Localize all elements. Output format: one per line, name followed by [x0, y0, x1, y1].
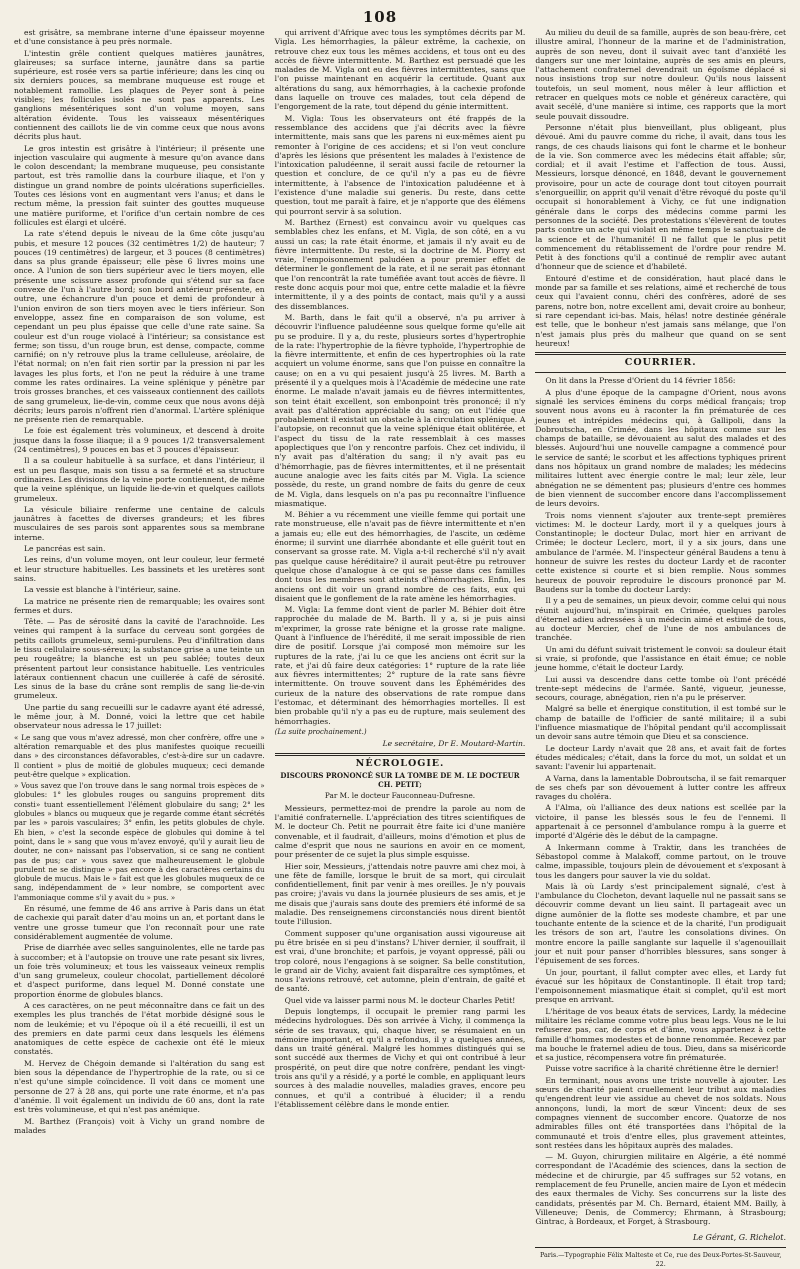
paragraph: Comment supposer qu'une organisation aussi vigoureuse ait pu être brisée en si peu d'instans? L'hiver dernier, il souffrait, il est vrai, d'une bronchite; et parfois, je voyant oppressé, pâli ou trop coloré, nous l'engagions à se soigner. Sa belle constitution, le grand air de Vichy, avaient fait disparaître ces symptômes, et nous l'avions retrouvé, cet automne, plein d'entrain, de gaîté et de santé.	[274, 928, 526, 994]
paragraph: qui arrivent d'Afrique avec tous les symptômes décrits par M. Vigla. Les hémorrhagies, la pâleur extrême, la cachexie, on retrouve chez eux tous les mêmes accidens, et tous ont eu des accès de fièvre intermittente. M. Barthez est persuadé que les malades de M. Vigla ont eu des fièvres intermittentes, sans que l'on puisse maintenant en acquérir la certitude. Quant aux altérations du sang, aux hémorrhagies, à la cachexie profonde dans laquelle on trouve ces malades, tout cela dépend de l'engorgement de la rate, tout dépend du génie intermittent.	[274, 28, 526, 112]
manager-signature: Le Gérant, G. Richelot.	[692, 1232, 787, 1242]
paragraph: Le gros intestin est grisâtre à l'intérieur; il présente une injection vasculaire qui augmente à mesure qu'on avance dans le colon descendant; la membrane muqueuse, peu consistante partout, est très ramollie dans la courbure iliaque, et l'on y distingue un grand nombre de points ulcérations superficielles. Toutes ces lésions vont en augmentant vers l'anus; et dans le rectum même, la pression fait suinter des gouttes muqueuse une matière puriforme, et l'orifice d'un certain nombre de ces follicules est élargi et ulcéré.	[14, 143, 265, 227]
paragraph: On lit dans la Presse d'Orient du 14 février 1856:	[545, 376, 736, 386]
paragraph: Le pancréas est sain.	[24, 544, 106, 554]
society-proceedings	[275, 28, 526, 726]
paragraph: Un ami du défunt suivait tristement le convoi: sa douleur était si vraie, si profonde, que l'assistance en était émue; ce noble jeune homme, c'était le docteur Lardy.	[535, 644, 787, 673]
section-divider	[275, 753, 526, 756]
paragraph: Un jour, pourtant, il fallut compter avec elles, et Lardy fut évacué sur les hôpitaux de Constantinople. Il était trop tard; l'empoisonnement miasmatique était si complet, qu'il est mort presque en arrivant.	[535, 967, 787, 1005]
paragraph: Il y a peu de semaines, un pieux devoir, comme celui qui nous réunit aujourd'hui, m'inspirait en Crimée, quelques paroles d'éternel adieu adressées à un médecin aimé et estimé de tous, au docteur Mercier, chef de l'une de nos ambulances de tranchée.	[535, 596, 787, 643]
paragraph: est grisâtre, sa membrane interne d'une épaisseur moyenne et d'une consistance à peu près normale.	[14, 28, 265, 47]
paragraph: Prise de diarrhée avec selles sanguinolentes, elle ne tarde pas à succomber; et à l'autopsie on trouve une rate pesant six livres, un foie très volumineux; et tous les vaisseaux veineux remplis d'un sang grumeleux, couleur chocolat, partiellement décoloré et d'aspect puriforme, dans lequel M. Donné constate une proportion énorme de globules blancs.	[14, 943, 265, 999]
paragraph: L'intestin grêle contient quelques matières jaunâtres, glaireuses; sa surface interne, jaunâtre dans sa partie supérieure, est rosée vers sa partie inférieure; dans les cinq ou six derniers pouces, sa membrane muqueuse est rouge et notablement ramollie. Les plaques de Peyer sont à peine visibles; les follicules isolés ne sont pas apparents. Les ganglions mésentériques sont d'un volume moyen, sans altération évidente. Tous les vaisseaux mésentériques contiennent des caillots lie de vin comme ceux que nous avons décrits plus haut.	[14, 48, 265, 142]
paragraph: En terminant, nous avons une triste nouvelle à ajouter. Les sœurs de charité paient cruellement leur tribut aux maladies qu'engendrent leur vie assidue au chevet de nos soldats. Nous annonçons, lundi, la mort de sœur Vincent: deux de ses compagnes viennent de succomber encore. Quatorze de nos admirables filles ont été transportées dans l'hôpital de la communauté et trois d'entre elles, plus gravement atteintes, sont restées dans les hôpitaux auprès des malades.	[535, 1075, 787, 1150]
column-right	[535, 28, 787, 1269]
necrology-title: NÉCROLOGIE.	[355, 757, 445, 769]
section-divider	[535, 352, 786, 355]
paragraph: Puisse votre sacrifice à la charité chrétienne être le dernier!	[545, 1064, 779, 1074]
paragraph: Quel vide va laisser parmi nous M. le docteur Charles Petit!	[284, 995, 516, 1005]
paragraph: Messieurs, permettez-moi de prendre la parole au nom de l'amitié confraternelle. L'appréciation des titres scientifiques de M. le docteur Ch. Petit ne pourrait être faite ici d'une manière convenable, et il faudrait, d'ailleurs, moins d'émotion et plus de calme d'esprit que nous ne saurions en avoir en ce moment, pour présenter de ce sujet la plus simple esquisse.	[274, 803, 526, 860]
imprint-rule	[535, 1247, 786, 1248]
title-rule	[535, 372, 786, 373]
paragraph: Une partie du sang recueilli sur le cadavre ayant été adressé, le même jour, à M. Donné, voici la lettre que cet habile observateur nous adressa le 17 juillet:	[14, 702, 265, 731]
to-be-continued-note: (La suite prochainement.)	[274, 727, 367, 736]
paragraph: Mais là où Lardy s'est principalement signalé, c'est à l'ambulance du Clocheton, devant laquelle nul ne passait sans se découvrir comme devant un lieu saint. Il partageait avec un digne aumônier de la flotte ses modeste chambre, et par une touchante entente de la science et de la charité, l'un prodiguait les trésors de son art, l'autre les consolations divines. On montre encore la paille sanglante sur laquelle il s'agenouillait jour et nuit pour panser d'horribles blessures, sans songer à l'épuisement de ses forces.	[535, 881, 787, 966]
paragraph: Malgré sa belle et énergique constitution, il est tombé sur le champ de bataille de l'officier de santé militaire; il a subi l'influence miasmatique de l'hôpital pendant qu'il accomplissait un devoir sans autre témoin que Dieu et sa conscience.	[535, 704, 787, 742]
paragraph: Hier soir, Messieurs, j'attendais notre pauvre ami chez moi, à une fête de famille, lorsque le bruit de sa mort, qui circulait confidentiellement, finit par venir à mes oreilles. Je n'y pouvais pas croire; j'avais vu dans la journée plusieurs de ses amis, et je me disais que j'aurais sans doute des premiers été informé de sa maladie. Des renseignemens circonstanciés nous dirent bientôt toute l'illusion.	[274, 861, 526, 927]
courier-body	[535, 376, 786, 1226]
paragraph: La rate s'étend depuis le niveau de la 6me côte jusqu'au pubis, et mesure 12 pouces (32 centimètres 1/2) de hauteur; 7 pouces (19 centimètres) de largeur, et 3 pouces (8 centimètres) dans sa plus grande épaisseur; elle pèse 6 livres moins une once. A l'union de son tiers supérieur avec le tiers moyen, elle présente une scissure assez profonde qui s'étend sur sa face convexe de l'un à l'autre bord; son bord antérieur présente, en outre, une échancrure d'un pouce et demi de profondeur à l'union environ de son tiers moyen avec le tiers inférieur. Son enveloppe, assez fine en comparaison de son volume, est cependant un peu plus épaisse que celle d'une rate saine. Sa couleur est d'un rouge violacé à l'intérieur; sa consistance est ferme; son tissu, d'un rouge brun, est dense, compacte, comme carnifié; on n'y retrouve plus la trame celluleuse, aréolaire, de l'état normal; on n'en fait rien sortir par la pression ni par les lavages les plus forts, et l'on ne peut la réduire à une trame comme les rates ordinaires. La veine splénique y pénètre par trois grosses branches, et ces vaisseaux contiennent des caillots de sang grumeleux, lie-de-vin, comme ceux que nous avons déjà décrits; leurs parois n'offrent rien d'anormal. L'artère splénique ne présente rien de remarquable.	[14, 229, 265, 425]
paragraph: M. Hervez de Chégoin demande si l'altération du sang est bien sous la dépendance de l'hypertrophie de la rate, ou si ce n'est qu'une simple coïncidence. Il voit dans ce moment une personne de 27 à 28 ans, qui porte une rate énorme, et n'a pas d'anémie. Il voit également un individu de 60 ans, dont la rate est très volumineuse, et qui n'est pas anémique.	[14, 1058, 265, 1115]
paragraph: M. Vigla: La femme dont vient de parler M. Béhier doit être rapprochée du malade de M. Barth. Il y a, si je puis ainsi m'exprimer, la grosse rate bénigne et la grosse rate maligne. Quant à l'influence de l'hérédité, il me serait impossible de rien dire de positif. Lorsque j'ai composé mon mémoire sur les ruptures de la rate, j'ai lu ce que les anciens ont écrit sur la rate, et j'ai dû faire deux catégories: 1° rupture de la rate liée aux fièvres intermittentes; 2° rupture de la rate sans fièvre intermittente. On trouve souvent dans les Éphémérides des curieux de la nature des observations de rate rompue dans l'estomac, et déterminant des hémorrhagies mortelles. Il est bien probable qu'il n'y a pas eu de rupture, mais seulement des hémorrhagies.	[274, 605, 526, 726]
paragraph: « Le sang que vous m'avez adressé, mon cher confrère, offre une » altération remarquable et des plus manifestes quoique recueilli dans » des circonstances défavorables, c'est-à-dire sur un cadavre. Il contient » plus de moitié de globules muqueux; ceci demande peut-être quelque » explication.	[14, 732, 265, 779]
paragraph: M. Béhier a vu récemment une vieille femme qui portait une rate monstrueuse, elle n'avait pas de fièvre intermittente et n'en a jamais eu; elle eut des hémorrhagies, de l'ascite, un œdème énorme; il survint une diarrhée abondante et elle guérit tout en conservant sa grosse rate. M. Vigla a-t-il recherché s'il n'y avait pas quelque cause héréditaire? il aurait peut-être pu retrouver quelque chose d'analogue à ce qui se passe dans ces familles dont tous les membres sont atteints d'hémorrhagies. Enfin, les anciens ont dit voir un grand nombre de ces faits, eux qui disaient que le gonflement de la rate amène les hémorrhagies.	[274, 510, 526, 603]
printer-imprint: Paris.—Typographie Félix Malteste et Ce, rue des Deux-Portes-St-Sauveur, 22.	[539, 1250, 782, 1269]
paragraph: A plus d'une époque de la campagne d'Orient, nous avons signalé les services éminens du corps médical français; trop souvent nous avons eu à raconter la fin prématurée de ces jeunes et intrépides médecins qui, à Gallipoli, dans la Dobroutscha, en Crimée, dans les hôpitaux comme sur les champs de bataille, se dévouaient au salut des malades et des blessés. Aujourd'hui une nouvelle campagne a commencé pour le service de santé; le scorbut et les affections typhiques prirent dans nos hôpitaux un grand nombre de malades; les médecins militaires luttent avec énergie contre le mal; leur zèle, leur abnégation ne se démentent pas; plusieurs d'entre ces hommes de bien viennent de succomber encore dans l'accomplissement de leurs devoirs.	[535, 387, 787, 509]
necrology-subtitle: DISCOURS PRONONCÉ SUR LA TOMBE DE M. LE DOCTEUR CH. PETIT;	[280, 770, 520, 790]
paragraph: A l'Alma, où l'alliance des deux nations est scellée par la victoire, il panse les blessés sous le feu de l'ennemi. Il appartenait à ce personnel d'ambulance rompu à la guerre et importé d'Algérie dès le début de la campagne.	[535, 803, 787, 841]
paragraph: Le docteur Lardy n'avait que 28 ans, et avait fait de fortes études médicales; c'était, dans la force du mot, un soldat et un savant: l'avenir lui appartenait.	[535, 743, 787, 772]
paragraph: Il a sa couleur habituelle à sa surface, et dans l'intérieur, il est un peu flasque, mais son tissu a sa fermeté et sa structure ordinaires. Les divisions de la veine porte contiennent, de même que la veine splénique, un liquide lie-de-vin et quelques caillots grumeleux.	[14, 456, 265, 503]
paragraph: — M. Guyon, chirurgien militaire en Algérie, a été nommé correspondant de l'Académie des sciences, dans la section de médecine et de chirurgie, par 45 suffrages sur 52 votans, en remplacement de feu Prunelle, ancien maire de Lyon et médecin des eaux thermales de Vichy. Ses concurrens sur la liste des candidats, présentés par M. Ch. Bernard, étaient MM. Bailly, à Villeneuve; Denis, de Commercy; Ehrmann, à Strasbourg; Gintrac, à Bordeaux, et Forget, à Strasbourg.	[535, 1152, 787, 1227]
eulogy-continuation	[535, 28, 786, 348]
paragraph: L'héritage de vos beaux états de services, Lardy, la médecine militaire les réclame comme votre plus beau legs. Vous ne le lui refuserez pas, car, de corps et d'âme, vous appartenez à cette famille d'hommes modestes et de bonne renommée. Recevez par ma bouche le fraternel adieu de tous. Dieu, dans sa miséricorde et sa justice, récompensera votre fin prématurée.	[535, 1006, 787, 1063]
paragraph: En résumé, une femme de 46 ans arrive à Paris dans un état de cachexie qui paraît dater d'au moins un an, et portant dans le ventre une grosse tumeur que l'on reconnaît pour une rate considérablement augmentée de volume.	[14, 904, 265, 941]
paragraph: M. Barth, dans le fait qu'il a observé, n'a pu arriver à découvrir l'influence paludéenne sous quelque forme qu'elle ait pu se produire. Il y a, du reste, plusieurs sortes d'hypertrophie de la rate: l'hypertrophie de la fièvre typhoïde, l'hypertrophie de la fièvre intermittente, et enfin de ces hypertrophies où la rate acquiert un volume énorme, sans que l'on puisse en connaître la cause; on en a vu qui pesaient jusqu'à 25 livres. M. Barth a présenté il y a quelques mois à l'Académie de médecine une rate énorme. Le malade n'avait jamais eu de fièvres intermittentes, son teint était excellent, son embonpoint très prononcé; il n'y avait pas d'altération appréciable du sang; on eut l'idée que probablement il existait un obstacle à la circulation splénique. A l'autopsie, on reconnut que la veine splénique était oblitérée, et l'aspect du tissu de la rate ressemblait à ces masses apoplectiques que l'on y rencontre parfois. Chez cet individu, il n'y avait pas d'altération du sang; il n'y avait pas eu d'hémorrhagie, pas de fièvres intermittentes, et il ne présentait aucune analogie avec les faits cités par M. Vigla. La science possède, du reste, un grand nombre de faits du genre de ceux de M. Vigla, dans lesquels on n'a pas pu reconnaître l'influence miasmatique.	[274, 312, 526, 508]
paragraph: Depuis longtemps, il occupait le premier rang parmi les médecins hydrologues. Dès son arrivée à Vichy, il commença la série de ses travaux, qui, chaque hiver, se résumaient en un mémoire important, et qu'il a refondus, il y a quelques années, dans un traité général. Malgré les hommes distingués qui se sont succédé aux thermes de Vichy et qui ont contribué à leur prospérité, on peut dire que notre confrère, pendant les vingt-trois ans qu'il y a résidé, y a porté le comble, en appliquant leurs sources à des maladie nouvelles, maladies graves, encore peu connues, et qu'il a contribué à élucider; il a rendu l'établissement célèbre dans le monde entier.	[274, 1006, 526, 1109]
paragraph: La vessie est blanche à l'intérieur, saine.	[24, 585, 181, 595]
paragraph: Le foie est également très volumineux, et descend à droite jusque dans la fosse iliaque; il a 9 pouces 1/2 transversalement (24 centimètres), 9 pouces en bas et 3 pouces d'épaisseur.	[14, 426, 265, 455]
paragraph: M. Barthez (François) voit à Vichy un grand nombre de malades	[14, 1116, 265, 1135]
paragraph: Entouré d'estime et de considération, haut placé dans le monde par sa famille et ses relations, aimé et recherché de tous ceux qui l'avaient connu, chéri des confrères, adoré de ses parens, notre bon, notre excellent ami, devait croire au bonheur, si rare cependant ici-bas. Mais, hélas! notre destinée générale est telle, que le bonheur n'est jamais sans mélange, que l'on n'est jamais plus près du malheur que quand on se sent heureux!	[535, 273, 787, 348]
paragraph: M. Barthez (Ernest) est convaincu avoir vu quelques cas semblables chez les enfans, et M. Vigla, de son côté, en a vu aussi un cas; la rate était énorme, et jamais il n'y avait eu de fièvre intermittente. Du reste, si la doctrine de M. Piorry est vraie, l'empoisonnement paludéen a pour premier effet de déterminer le gonflement de la rate, et il ne serait pas étonnant que l'on rencontrât la rate tuméfiée avant tout accès de fièvre. Il reste donc acquis pour moi que, entre cette maladie et la fièvre intermittente, il y a des points de contact, mais qu'il y a aussi des dissemblances.	[274, 217, 526, 311]
paragraph: M. Vigla: Tous les observateurs ont été frappés de la ressemblance des accidens que j'ai décrits avec la fièvre intermittente, mais sans que les parens ni eux-mêmes aient pu remonter à l'origine de ces accidens; et si l'on veut conclure d'après les lésions que présentent les malades à l'existence de l'intoxication paludéenne, il serait aussi facile de retourner la question et conclure, de ce qu'il n'y a pas eu de fièvre intermittente, à l'absence de l'intoxication paludéenne et à l'existence d'une maladie sui generis. Du reste, dans cette question, tout me paraît à faire, et je n'apporte que des élémens qui pourront servir à sa solution.	[274, 113, 526, 216]
paragraph: Trois noms viennent s'ajouter aux trente-sept premières victimes: M. le docteur Lardy, mort il y a quelques jours à Constantinople; le docteur Dulac, mort hier en arrivant de Crimée; le docteur Leclerc, mort, il y a six jours, dans une ambulance de l'armée. M. l'inspecteur général Baudens a tenu à honneur de suivre les restes du docteur Lardy et de raconter cette existence si courte et si bien remplie. Nous sommes heureux de pouvoir reproduire le discours prononcé par M. Baudens sur la tombe du docteur Lardy:	[535, 510, 787, 594]
paragraph: A Inkermann comme à Traktir, dans les tranchées de Sébastopol comme à Malakoff, comme partout, on le trouve calme, impassible, toujours plein de dévouement et s'exposant à tous les dangers pour sauver la vie du soldat.	[535, 842, 787, 880]
paragraph: A Varna, dans la lamentable Dobroutscha, il se fait remarquer de ses chefs par son dévouement à lutter contre les affreux ravages du choléra.	[535, 773, 787, 802]
paragraph: Tête. — Pas de sérosité dans la cavité de l'arachnoïde. Les veines qui rampent à la surface du cerveau sont gorgées de petits caillots grumeleux, semi-purulens. Peu d'infiltration dans le tissu cellulaire sous-séreux; la substance grise a une teinte un peu rougeâtre; la blanche est un peu sablée; toutes deux présentent partout leur consistance habituelle. Les ventricules latéraux contiennent chacun une cuillerée à café de sérosité. Les sinus de la base du crâne sont remplis de sang lie-de-vin grumeleux.	[14, 617, 265, 701]
paragraph: Lui aussi va descendre dans cette tombe où l'ont précédé trente-sept médecins de l'armée. Santé, vigueur, jeunesse, secours, courage, abnégation, rien n'a pu le préserver.	[535, 674, 787, 703]
column-left	[14, 28, 265, 1135]
necrology-byline: Par M. le docteur Fauconneau-Dufresne.	[324, 791, 476, 801]
secretary-signature: Le secrétaire, Dr E. Moutard-Martin.	[382, 739, 526, 749]
paragraph: » Vous savez que l'on trouve dans le sang normal trois espèces de » globules: 1° les globules rouges ou sanguins proprement dits consti» tuant essentiellement l'élément globulaire du sang; 2° les globules » blancs ou muqueux que je regarde comme étant sécrétés par les » parois vasculaires; 3° enfin, les petits globules de chyle. Eh bien, » c'est la seconde espèce de globules qui domine à tel point, dans le » sang que vous m'avez envoyé, qu'il y aurait lieu de douter, ne con» naissant pas l'observation, si ce sang ne contient pas de pus; car » vous savez que malheureusement le globule purulent ne se distingue » pas encore à des caractères certains du globule de mucus. Mais le » fait est que les globules muqueux de ce sang, indépendamment de » leur nombre, se comportent avec l'ammoniaque comme s'il y avait du » pus. »	[14, 781, 265, 902]
paragraph: Au milieu du deuil de sa famille, auprès de son beau-frère, cet illustre amiral, l'honneur de la marine et de l'administration, auprès de son neveu, dont il suivait avec tant d'anxiété les dangers sur une mer lointaine, auprès de ses amis en pleurs, l'attachement confraternel devendrait un égoïsme déplacé si nous insistions trop sur notre douleur. Qu'ils nous laissent toutefois, un seul moment, nous mêler à leur affliction et retracer en quelques mots ce noble et généreux caractère, qui avait secélé, d'une manière si intime, ces rapports que la mort seule pouvait dissoudre.	[535, 28, 787, 121]
paragraph: La vésicule biliaire renferme une centaine de calculs jaunâtres à facettes de diverses grandeurs; et les fibres musculaires de ses parois sont apparentes sous sa membrane interne.	[14, 504, 265, 542]
paragraph: A ces caractères, on ne peut méconnaître dans ce fait un des exemples les plus tranchés de l'état morbide désigné sous le nom de leukémie; et vu l'époque où il a été recueilli, il est un des premiers en date parmi ceux dans lesquels les élémens anatomiques de cette espèce de cachexie ont été le mieux constatés.	[14, 1000, 265, 1057]
paragraph: La matrice ne présente rien de remarquable; les ovaires sont fermes et durs.	[14, 596, 265, 615]
necrology-body	[275, 804, 526, 1110]
paragraph: Les reins, d'un volume moyen, ont leur couleur, leur fermeté et leur structure habituelles. Les bassinets et les uretères sont sains.	[14, 555, 265, 583]
courier-title: COURRIER.	[624, 357, 697, 369]
column-middle	[275, 28, 526, 1108]
paragraph: Personne n'était plus bienveillant, plus obligeant, plus dévoué. Ami du pauvre comme du riche, il avait, dans tous les rangs, de ces chauds liaisons qui font le charme et le bonheur de la vie. Son commerce avec les médecins était affable; sûr, cordial; et il avait l'estime et l'affection de tous. Aussi, Messieurs, lorsque dénoncé, en 1848, devant le gouvernement provisoire, pour un acte de courage dont tout citoyen pourrait s'enorgueillir, on apprit qu'il venait d'être révoqué du poste qu'il occupait si honorablement à Vichy, ce fut une indignation générale dans le corps des médecins comme parmi les personnes de la société. Des protestations s'élevèrent de toutes parts contre un acte qui violait en même temps le sanctuaire de la science et de l'humanité! Il ne fallut que le plus petit commencement du rétablissement de l'ordre pour rendre M. Petit à des fonctions qu'il a continué de remplir avec autant d'honneur que de science et d'habileté.	[535, 122, 787, 272]
page-number: 108	[362, 8, 398, 26]
